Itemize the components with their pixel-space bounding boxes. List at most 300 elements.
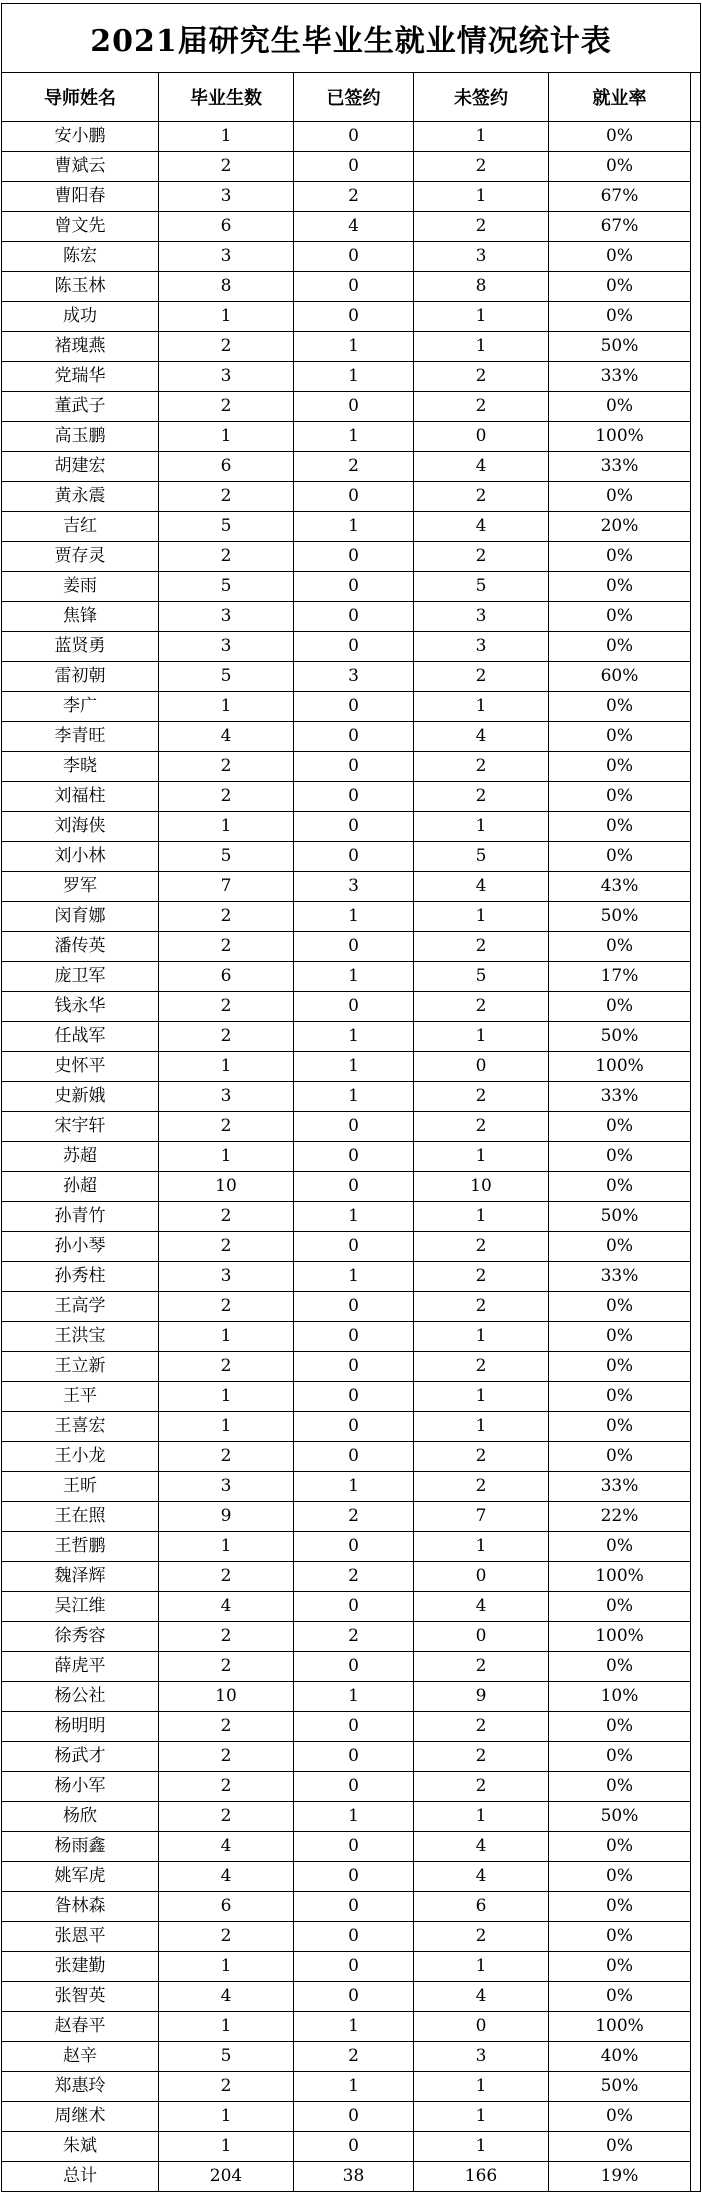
unsigned-count-cell: 0 (414, 1622, 549, 1652)
advisor-name-cell: 黄永震 (2, 482, 159, 512)
signed-count-cell: 0 (294, 1352, 414, 1382)
employment-stats-table (1, 3, 701, 2192)
unsigned-count-cell: 4 (414, 1832, 549, 1862)
advisor-name-cell: 党瑞华 (2, 362, 159, 392)
table-row (2, 872, 701, 902)
graduate-count-cell: 6 (159, 212, 294, 242)
employment-rate-cell: 33% (549, 1262, 691, 1292)
signed-count-cell: 1 (294, 962, 414, 992)
unsigned-count-cell: 1 (414, 182, 549, 212)
table-row (2, 992, 701, 1022)
unsigned-count-cell: 4 (414, 1982, 549, 2012)
graduate-count-cell: 2 (159, 1022, 294, 1052)
graduate-count-cell: 2 (159, 1562, 294, 1592)
signed-count-cell: 0 (294, 992, 414, 1022)
unsigned-count-cell: 4 (414, 452, 549, 482)
table-row (2, 1202, 701, 1232)
column-header-advisor-name: 导师姓名 (2, 73, 159, 122)
advisor-name-cell: 任战军 (2, 1022, 159, 1052)
table-row (2, 1352, 701, 1382)
signed-count-cell: 0 (294, 692, 414, 722)
unsigned-count-cell: 1 (414, 332, 549, 362)
graduate-count-cell: 1 (159, 1142, 294, 1172)
advisor-name-cell: 曹斌云 (2, 152, 159, 182)
graduate-count-cell: 2 (159, 992, 294, 1022)
signed-count-cell: 1 (294, 2012, 414, 2042)
unsigned-count-cell: 0 (414, 1562, 549, 1592)
table-row (2, 1712, 701, 1742)
advisor-name-cell: 孙小琴 (2, 1232, 159, 1262)
unsigned-count-cell: 8 (414, 272, 549, 302)
table-row (2, 1682, 701, 1712)
signed-count-cell: 0 (294, 542, 414, 572)
graduate-count-cell: 2 (159, 1922, 294, 1952)
table-row (2, 2102, 701, 2132)
advisor-name-cell: 王洪宝 (2, 1322, 159, 1352)
table-row (2, 1622, 701, 1652)
signed-count-cell: 0 (294, 1442, 414, 1472)
employment-rate-cell: 0% (549, 722, 691, 752)
advisor-name-cell: 曹阳春 (2, 182, 159, 212)
unsigned-count-cell: 1 (414, 1382, 549, 1412)
table-row (2, 1292, 701, 1322)
signed-count-cell: 3 (294, 872, 414, 902)
advisor-name-cell: 郑惠玲 (2, 2072, 159, 2102)
advisor-name-cell: 王立新 (2, 1352, 159, 1382)
signed-count-cell: 0 (294, 1862, 414, 1892)
employment-rate-cell: 0% (549, 1772, 691, 1802)
unsigned-count-cell: 1 (414, 1532, 549, 1562)
advisor-name-cell: 王喜宏 (2, 1412, 159, 1442)
signed-count-cell: 0 (294, 2132, 414, 2162)
employment-rate-cell: 0% (549, 632, 691, 662)
graduate-count-cell: 6 (159, 1892, 294, 1922)
graduate-count-cell: 3 (159, 1472, 294, 1502)
advisor-name-cell: 李广 (2, 692, 159, 722)
graduate-count-cell: 2 (159, 1742, 294, 1772)
advisor-name-cell: 姜雨 (2, 572, 159, 602)
advisor-name-cell: 姚军虎 (2, 1862, 159, 1892)
unsigned-count-cell: 2 (414, 992, 549, 1022)
employment-rate-cell: 0% (549, 992, 691, 1022)
unsigned-count-cell: 3 (414, 242, 549, 272)
table-row (2, 2042, 701, 2072)
employment-rate-cell: 0% (549, 752, 691, 782)
graduate-count-cell: 2 (159, 752, 294, 782)
graduate-count-cell: 2 (159, 332, 294, 362)
graduate-count-cell: 1 (159, 1382, 294, 1412)
unsigned-count-cell: 1 (414, 1202, 549, 1232)
advisor-name-cell: 史新娥 (2, 1082, 159, 1112)
unsigned-count-cell: 2 (414, 932, 549, 962)
graduate-count-cell: 9 (159, 1502, 294, 1532)
table-row (2, 452, 701, 482)
title-row (2, 4, 701, 73)
signed-count-cell: 0 (294, 1232, 414, 1262)
advisor-name-cell: 杨欣 (2, 1802, 159, 1832)
graduate-count-cell: 2 (159, 2072, 294, 2102)
unsigned-count-cell: 1 (414, 2072, 549, 2102)
unsigned-count-cell: 3 (414, 632, 549, 662)
table-row (2, 932, 701, 962)
signed-count-cell: 0 (294, 1142, 414, 1172)
employment-rate-cell: 0% (549, 1712, 691, 1742)
graduate-count-cell: 5 (159, 572, 294, 602)
table-row (2, 332, 701, 362)
unsigned-count-cell: 2 (414, 662, 549, 692)
graduate-count-cell: 5 (159, 662, 294, 692)
signed-count-cell: 1 (294, 332, 414, 362)
employment-rate-cell: 0% (549, 1982, 691, 2012)
employment-rate-cell: 0% (549, 812, 691, 842)
graduate-count-cell: 1 (159, 1052, 294, 1082)
column-header-graduate-count: 毕业生数 (159, 73, 294, 122)
advisor-name-cell: 刘福柱 (2, 782, 159, 812)
table-row (2, 1802, 701, 1832)
unsigned-count-cell: 2 (414, 212, 549, 242)
signed-count-cell: 2 (294, 452, 414, 482)
table-row (2, 1052, 701, 1082)
unsigned-count-cell: 5 (414, 962, 549, 992)
advisor-name-cell: 孙超 (2, 1172, 159, 1202)
signed-count-cell: 0 (294, 242, 414, 272)
advisor-name-cell: 张建勤 (2, 1952, 159, 1982)
table-row (2, 1262, 701, 1292)
employment-rate-cell: 22% (549, 1502, 691, 1532)
employment-rate-cell: 0% (549, 572, 691, 602)
unsigned-count-cell: 2 (414, 1442, 549, 1472)
advisor-name-cell: 杨雨鑫 (2, 1832, 159, 1862)
advisor-name-cell: 贾存灵 (2, 542, 159, 572)
signed-count-cell: 1 (294, 1082, 414, 1112)
signed-count-cell: 0 (294, 932, 414, 962)
graduate-count-cell: 8 (159, 272, 294, 302)
advisor-name-cell: 褚瑰燕 (2, 332, 159, 362)
employment-rate-cell: 0% (549, 1892, 691, 1922)
signed-count-cell: 1 (294, 1262, 414, 1292)
table-row (2, 1592, 701, 1622)
table-row (2, 2132, 701, 2162)
signed-count-cell: 0 (294, 1172, 414, 1202)
employment-rate-cell: 50% (549, 2072, 691, 2102)
table-row (2, 1982, 701, 2012)
advisor-name-cell: 魏泽辉 (2, 1562, 159, 1592)
signed-count-cell: 1 (294, 362, 414, 392)
table-row (2, 1022, 701, 1052)
signed-count-cell: 0 (294, 1922, 414, 1952)
signed-count-cell: 1 (294, 1052, 414, 1082)
unsigned-count-cell: 2 (414, 1712, 549, 1742)
table-row (2, 1742, 701, 1772)
table-row (2, 1322, 701, 1352)
table-row (2, 1862, 701, 1892)
advisor-name-cell: 安小鹏 (2, 122, 159, 152)
employment-rate-cell: 60% (549, 662, 691, 692)
signed-count-cell: 4 (294, 212, 414, 242)
advisor-name-cell: 李晓 (2, 752, 159, 782)
graduate-count-cell: 6 (159, 962, 294, 992)
signed-count-cell: 1 (294, 1202, 414, 1232)
unsigned-count-cell: 1 (414, 2102, 549, 2132)
advisor-name-cell: 李青旺 (2, 722, 159, 752)
advisor-name-cell: 宋宇轩 (2, 1112, 159, 1142)
employment-rate-cell: 43% (549, 872, 691, 902)
column-header-unsigned-count: 未签约 (414, 73, 549, 122)
employment-rate-cell: 100% (549, 1052, 691, 1082)
graduate-count-cell: 4 (159, 722, 294, 752)
employment-rate-cell: 0% (549, 1412, 691, 1442)
advisor-name-cell: 吉红 (2, 512, 159, 542)
unsigned-count-cell: 2 (414, 362, 549, 392)
unsigned-count-cell: 0 (414, 1052, 549, 1082)
unsigned-count-cell: 2 (414, 752, 549, 782)
employment-rate-cell: 0% (549, 1532, 691, 1562)
signed-count-cell: 0 (294, 2102, 414, 2132)
table-row (2, 1172, 701, 1202)
graduate-count-cell: 5 (159, 842, 294, 872)
graduate-count-cell: 2 (159, 392, 294, 422)
employment-rate-cell: 0% (549, 1142, 691, 1172)
advisor-name-cell: 总计 (2, 2162, 159, 2192)
signed-count-cell: 0 (294, 1952, 414, 1982)
graduate-count-cell: 2 (159, 932, 294, 962)
advisor-name-cell: 王在照 (2, 1502, 159, 1532)
advisor-name-cell: 薛虎平 (2, 1652, 159, 1682)
total-row (2, 2162, 701, 2192)
advisor-name-cell: 吴江维 (2, 1592, 159, 1622)
employment-rate-cell: 0% (549, 1832, 691, 1862)
table-row (2, 392, 701, 422)
signed-count-cell: 0 (294, 602, 414, 632)
advisor-name-cell: 张智英 (2, 1982, 159, 2012)
graduate-count-cell: 1 (159, 1952, 294, 1982)
employment-rate-cell: 0% (549, 2102, 691, 2132)
advisor-name-cell: 周继术 (2, 2102, 159, 2132)
table-row (2, 1652, 701, 1682)
advisor-name-cell: 王哲鹏 (2, 1532, 159, 1562)
table-row (2, 1832, 701, 1862)
advisor-name-cell: 高玉鹏 (2, 422, 159, 452)
unsigned-count-cell: 1 (414, 1322, 549, 1352)
employment-rate-cell: 33% (549, 452, 691, 482)
advisor-name-cell: 董武子 (2, 392, 159, 422)
table-row (2, 1502, 701, 1532)
advisor-name-cell: 罗军 (2, 872, 159, 902)
unsigned-count-cell: 2 (414, 152, 549, 182)
advisor-name-cell: 闵育娜 (2, 902, 159, 932)
graduate-count-cell: 2 (159, 1622, 294, 1652)
unsigned-count-cell: 2 (414, 1292, 549, 1322)
graduate-count-cell: 2 (159, 1112, 294, 1142)
table-row (2, 1922, 701, 1952)
advisor-name-cell: 史怀平 (2, 1052, 159, 1082)
graduate-count-cell: 3 (159, 242, 294, 272)
advisor-name-cell: 潘传英 (2, 932, 159, 962)
table-row (2, 2012, 701, 2042)
signed-count-cell: 2 (294, 2042, 414, 2072)
graduate-count-cell: 3 (159, 602, 294, 632)
unsigned-count-cell: 2 (414, 782, 549, 812)
unsigned-count-cell: 2 (414, 482, 549, 512)
signed-count-cell: 1 (294, 512, 414, 542)
table-row (2, 632, 701, 662)
table-row (2, 1532, 701, 1562)
table-row (2, 962, 701, 992)
advisor-name-cell: 朱斌 (2, 2132, 159, 2162)
signed-count-cell: 2 (294, 1622, 414, 1652)
employment-rate-cell: 50% (549, 902, 691, 932)
signed-count-cell: 0 (294, 122, 414, 152)
unsigned-count-cell: 2 (414, 1232, 549, 1262)
signed-count-cell: 0 (294, 1712, 414, 1742)
graduate-count-cell: 1 (159, 1412, 294, 1442)
graduate-count-cell: 4 (159, 1832, 294, 1862)
employment-rate-cell: 0% (549, 1352, 691, 1382)
signed-count-cell: 1 (294, 1472, 414, 1502)
unsigned-count-cell: 2 (414, 542, 549, 572)
employment-rate-cell: 100% (549, 1562, 691, 1592)
table-row (2, 1892, 701, 1922)
graduate-count-cell: 2 (159, 542, 294, 572)
unsigned-count-cell: 0 (414, 2012, 549, 2042)
table-row (2, 1772, 701, 1802)
table-row (2, 572, 701, 602)
employment-rate-cell: 0% (549, 1322, 691, 1352)
unsigned-count-cell: 2 (414, 1472, 549, 1502)
employment-rate-cell: 0% (549, 602, 691, 632)
employment-rate-cell: 0% (549, 272, 691, 302)
employment-rate-cell: 0% (549, 1952, 691, 1982)
employment-rate-cell: 0% (549, 1112, 691, 1142)
graduate-count-cell: 10 (159, 1682, 294, 1712)
graduate-count-cell: 5 (159, 2042, 294, 2072)
graduate-count-cell: 1 (159, 1532, 294, 1562)
graduate-count-cell: 2 (159, 1652, 294, 1682)
graduate-count-cell: 2 (159, 782, 294, 812)
unsigned-count-cell: 4 (414, 872, 549, 902)
advisor-name-cell: 刘海侠 (2, 812, 159, 842)
employment-rate-cell: 100% (549, 2012, 691, 2042)
employment-rate-cell: 19% (549, 2162, 691, 2192)
signed-count-cell: 0 (294, 572, 414, 602)
employment-rate-cell: 0% (549, 122, 691, 152)
advisor-name-cell: 昝林森 (2, 1892, 159, 1922)
table-row (2, 812, 701, 842)
table-row (2, 842, 701, 872)
signed-count-cell: 0 (294, 1112, 414, 1142)
signed-count-cell: 0 (294, 752, 414, 782)
table-row (2, 602, 701, 632)
table-row (2, 1562, 701, 1592)
unsigned-count-cell: 1 (414, 812, 549, 842)
graduate-count-cell: 1 (159, 1322, 294, 1352)
unsigned-count-cell: 4 (414, 722, 549, 752)
signed-count-cell: 0 (294, 1382, 414, 1412)
signed-count-cell: 0 (294, 1892, 414, 1922)
employment-rate-cell: 40% (549, 2042, 691, 2072)
employment-rate-cell: 0% (549, 1172, 691, 1202)
graduate-count-cell: 2 (159, 1712, 294, 1742)
advisor-name-cell: 胡建宏 (2, 452, 159, 482)
unsigned-count-cell: 2 (414, 1352, 549, 1382)
graduate-count-cell: 2 (159, 152, 294, 182)
signed-count-cell: 0 (294, 1592, 414, 1622)
unsigned-count-cell: 2 (414, 1652, 549, 1682)
table-row (2, 482, 701, 512)
unsigned-count-cell: 2 (414, 1262, 549, 1292)
advisor-name-cell: 王小龙 (2, 1442, 159, 1472)
right-margin-strip (691, 73, 701, 122)
table-row (2, 182, 701, 212)
graduate-count-cell: 3 (159, 1262, 294, 1292)
table-row (2, 1142, 701, 1172)
advisor-name-cell: 陈宏 (2, 242, 159, 272)
unsigned-count-cell: 2 (414, 1922, 549, 1952)
advisor-name-cell: 苏超 (2, 1142, 159, 1172)
advisor-name-cell: 张恩平 (2, 1922, 159, 1952)
advisor-name-cell: 孙秀柱 (2, 1262, 159, 1292)
employment-rate-cell: 0% (549, 1592, 691, 1622)
signed-count-cell: 1 (294, 1802, 414, 1832)
employment-rate-cell: 50% (549, 1202, 691, 1232)
advisor-name-cell: 赵辛 (2, 2042, 159, 2072)
table-row (2, 302, 701, 332)
advisor-name-cell: 庞卫军 (2, 962, 159, 992)
graduate-count-cell: 2 (159, 902, 294, 932)
table-row (2, 1442, 701, 1472)
signed-count-cell: 0 (294, 782, 414, 812)
advisor-name-cell: 杨公社 (2, 1682, 159, 1712)
signed-count-cell: 0 (294, 842, 414, 872)
employment-rate-cell: 67% (549, 212, 691, 242)
unsigned-count-cell: 1 (414, 2132, 549, 2162)
unsigned-count-cell: 1 (414, 1142, 549, 1172)
employment-rate-cell: 33% (549, 362, 691, 392)
advisor-name-cell: 钱永华 (2, 992, 159, 1022)
unsigned-count-cell: 1 (414, 692, 549, 722)
signed-count-cell: 0 (294, 302, 414, 332)
unsigned-count-cell: 1 (414, 1412, 549, 1442)
graduate-count-cell: 1 (159, 122, 294, 152)
graduate-count-cell: 1 (159, 2132, 294, 2162)
employment-rate-cell: 0% (549, 302, 691, 332)
employment-rate-cell: 0% (549, 482, 691, 512)
signed-count-cell: 0 (294, 1652, 414, 1682)
unsigned-count-cell: 2 (414, 1082, 549, 1112)
signed-count-cell: 0 (294, 1772, 414, 1802)
signed-count-cell: 38 (294, 2162, 414, 2192)
graduate-count-cell: 2 (159, 1292, 294, 1322)
signed-count-cell: 0 (294, 1292, 414, 1322)
employment-rate-cell: 33% (549, 1082, 691, 1112)
graduate-count-cell: 2 (159, 1442, 294, 1472)
graduate-count-cell: 4 (159, 1592, 294, 1622)
unsigned-count-cell: 3 (414, 2042, 549, 2072)
advisor-name-cell: 雷初朝 (2, 662, 159, 692)
signed-count-cell: 0 (294, 1532, 414, 1562)
unsigned-count-cell: 1 (414, 122, 549, 152)
unsigned-count-cell: 7 (414, 1502, 549, 1532)
table-title: 2021届研究生毕业生就业情况统计表 (2, 4, 701, 73)
graduate-count-cell: 1 (159, 2012, 294, 2042)
graduate-count-cell: 2 (159, 1232, 294, 1262)
employment-rate-cell: 100% (549, 1622, 691, 1652)
advisor-name-cell: 杨武才 (2, 1742, 159, 1772)
employment-rate-cell: 0% (549, 542, 691, 572)
employment-rate-cell: 0% (549, 692, 691, 722)
employment-rate-cell: 0% (549, 152, 691, 182)
unsigned-count-cell: 1 (414, 1802, 549, 1832)
